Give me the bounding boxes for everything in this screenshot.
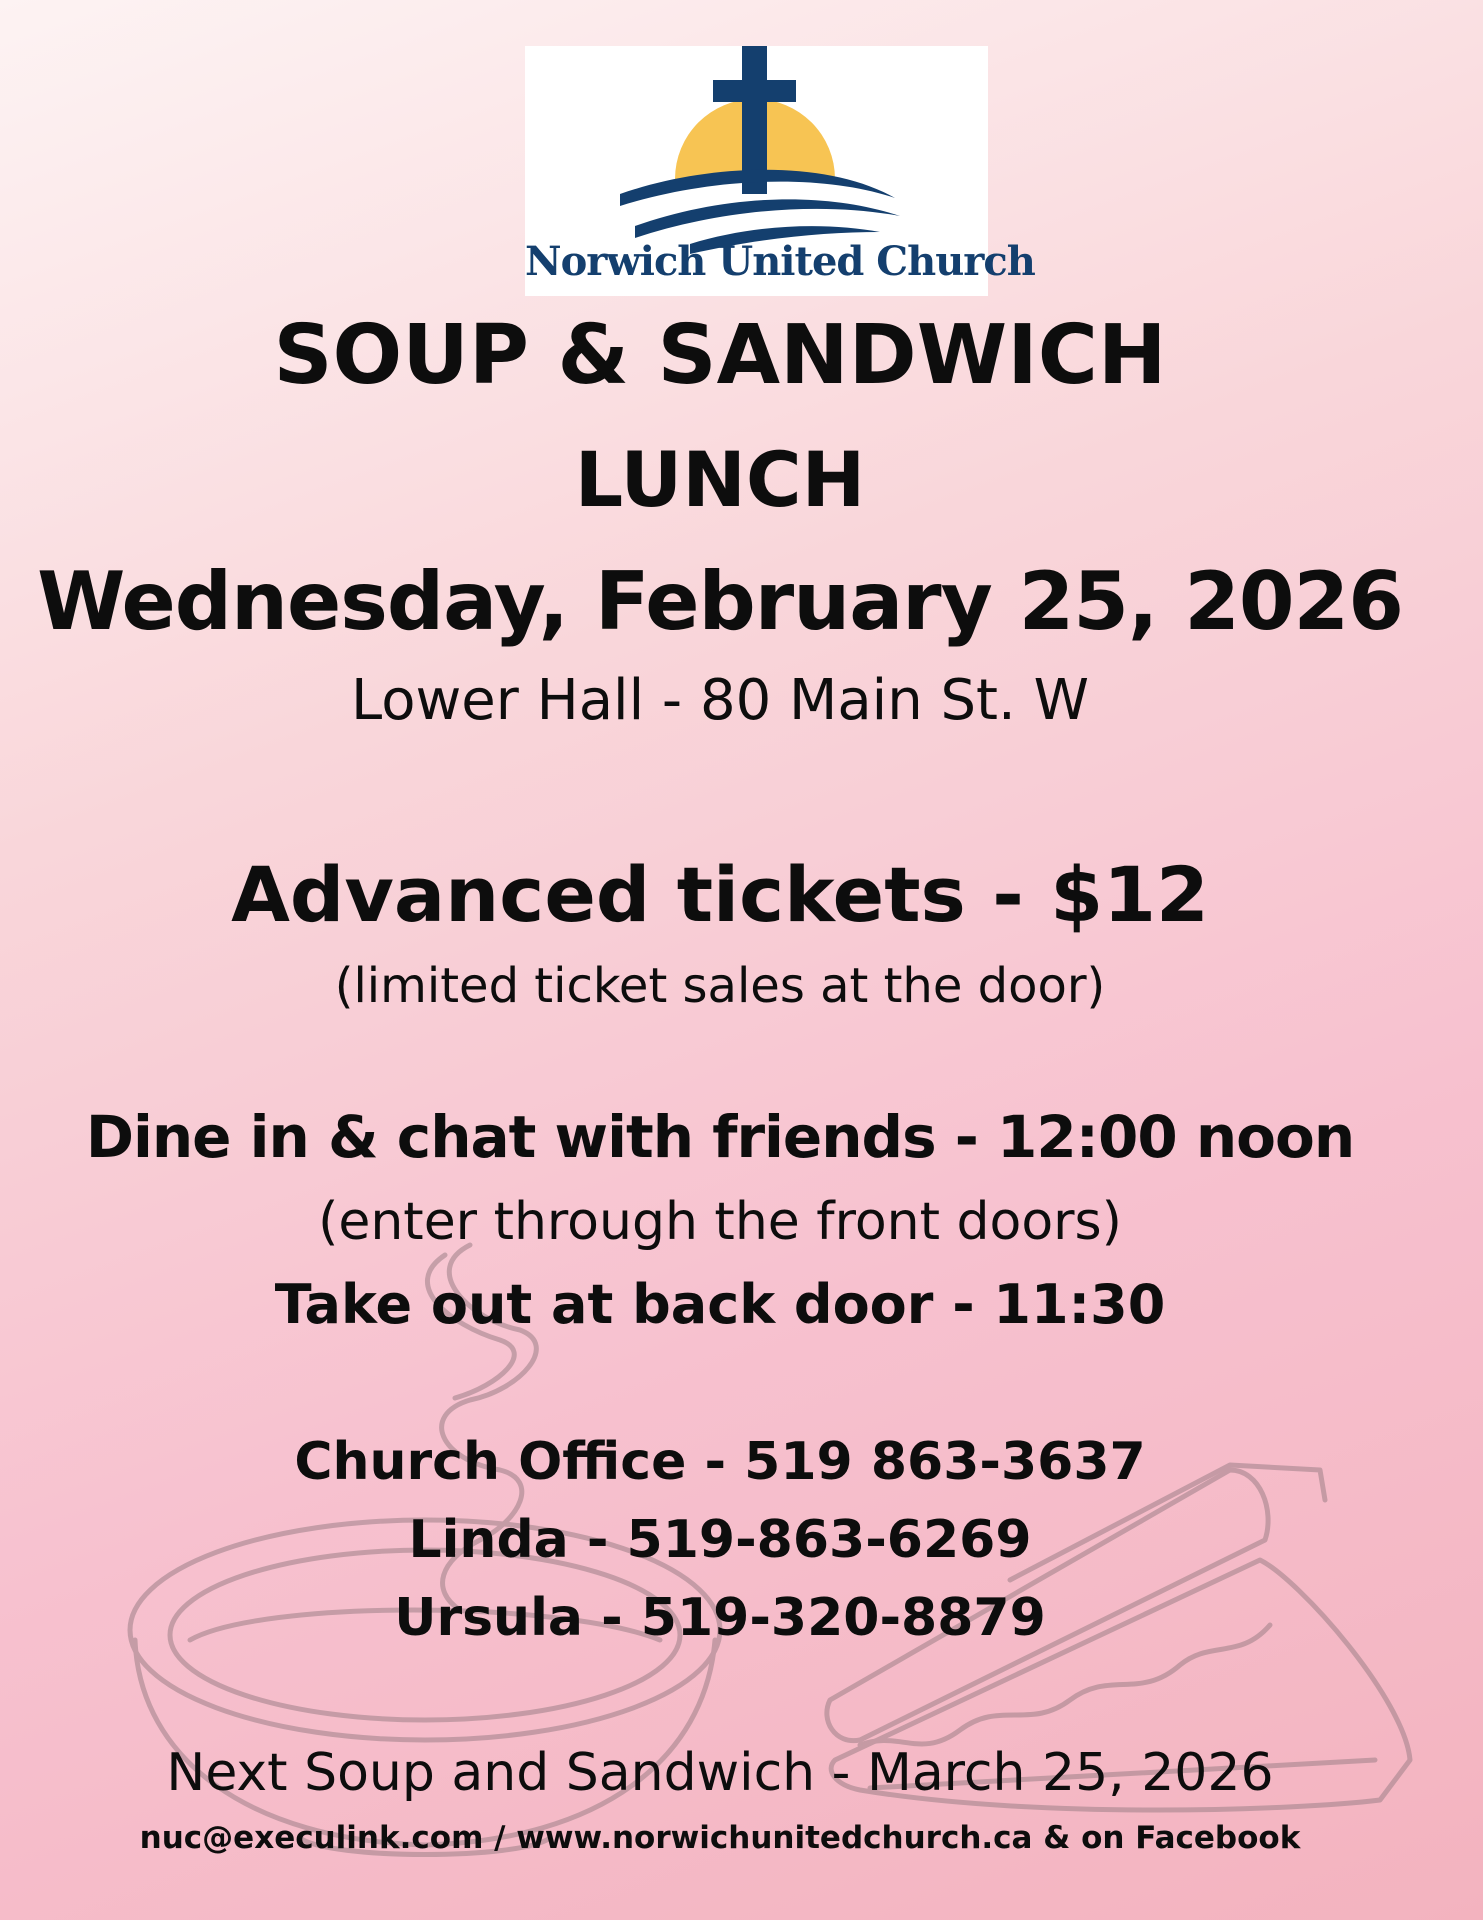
footer-contact-info: nuc@execulink.com / www.norwichunitedchurch.ca & on Facebook <box>139 1820 1301 1856</box>
dine-in-time: Dine in & chat with friends - 12:00 noon <box>85 1103 1355 1171</box>
title-line-1: SOUP & SANDWICH <box>273 308 1167 403</box>
church-logo <box>525 46 1035 296</box>
contact-ursula: Ursula - 519-320-8879 <box>394 1588 1046 1648</box>
ticket-price: Advanced tickets - $12 <box>231 850 1209 939</box>
ticket-note: (limited ticket sales at the door) <box>334 958 1106 1014</box>
church-name: Norwich United Church <box>525 238 1035 285</box>
title-line-2: LUNCH <box>574 435 866 524</box>
event-date: Wednesday, February 25, 2026 <box>37 555 1403 648</box>
event-location: Lower Hall - 80 Main St. W <box>351 668 1089 733</box>
dine-in-note: (enter through the front doors) <box>318 1192 1122 1252</box>
take-out-time: Take out at back door - 11:30 <box>274 1273 1166 1336</box>
contact-linda: Linda - 519-863-6269 <box>408 1510 1032 1570</box>
next-event: Next Soup and Sandwich - March 25, 2026 <box>166 1743 1274 1803</box>
contact-church-office: Church Office - 519 863-3637 <box>294 1432 1146 1492</box>
